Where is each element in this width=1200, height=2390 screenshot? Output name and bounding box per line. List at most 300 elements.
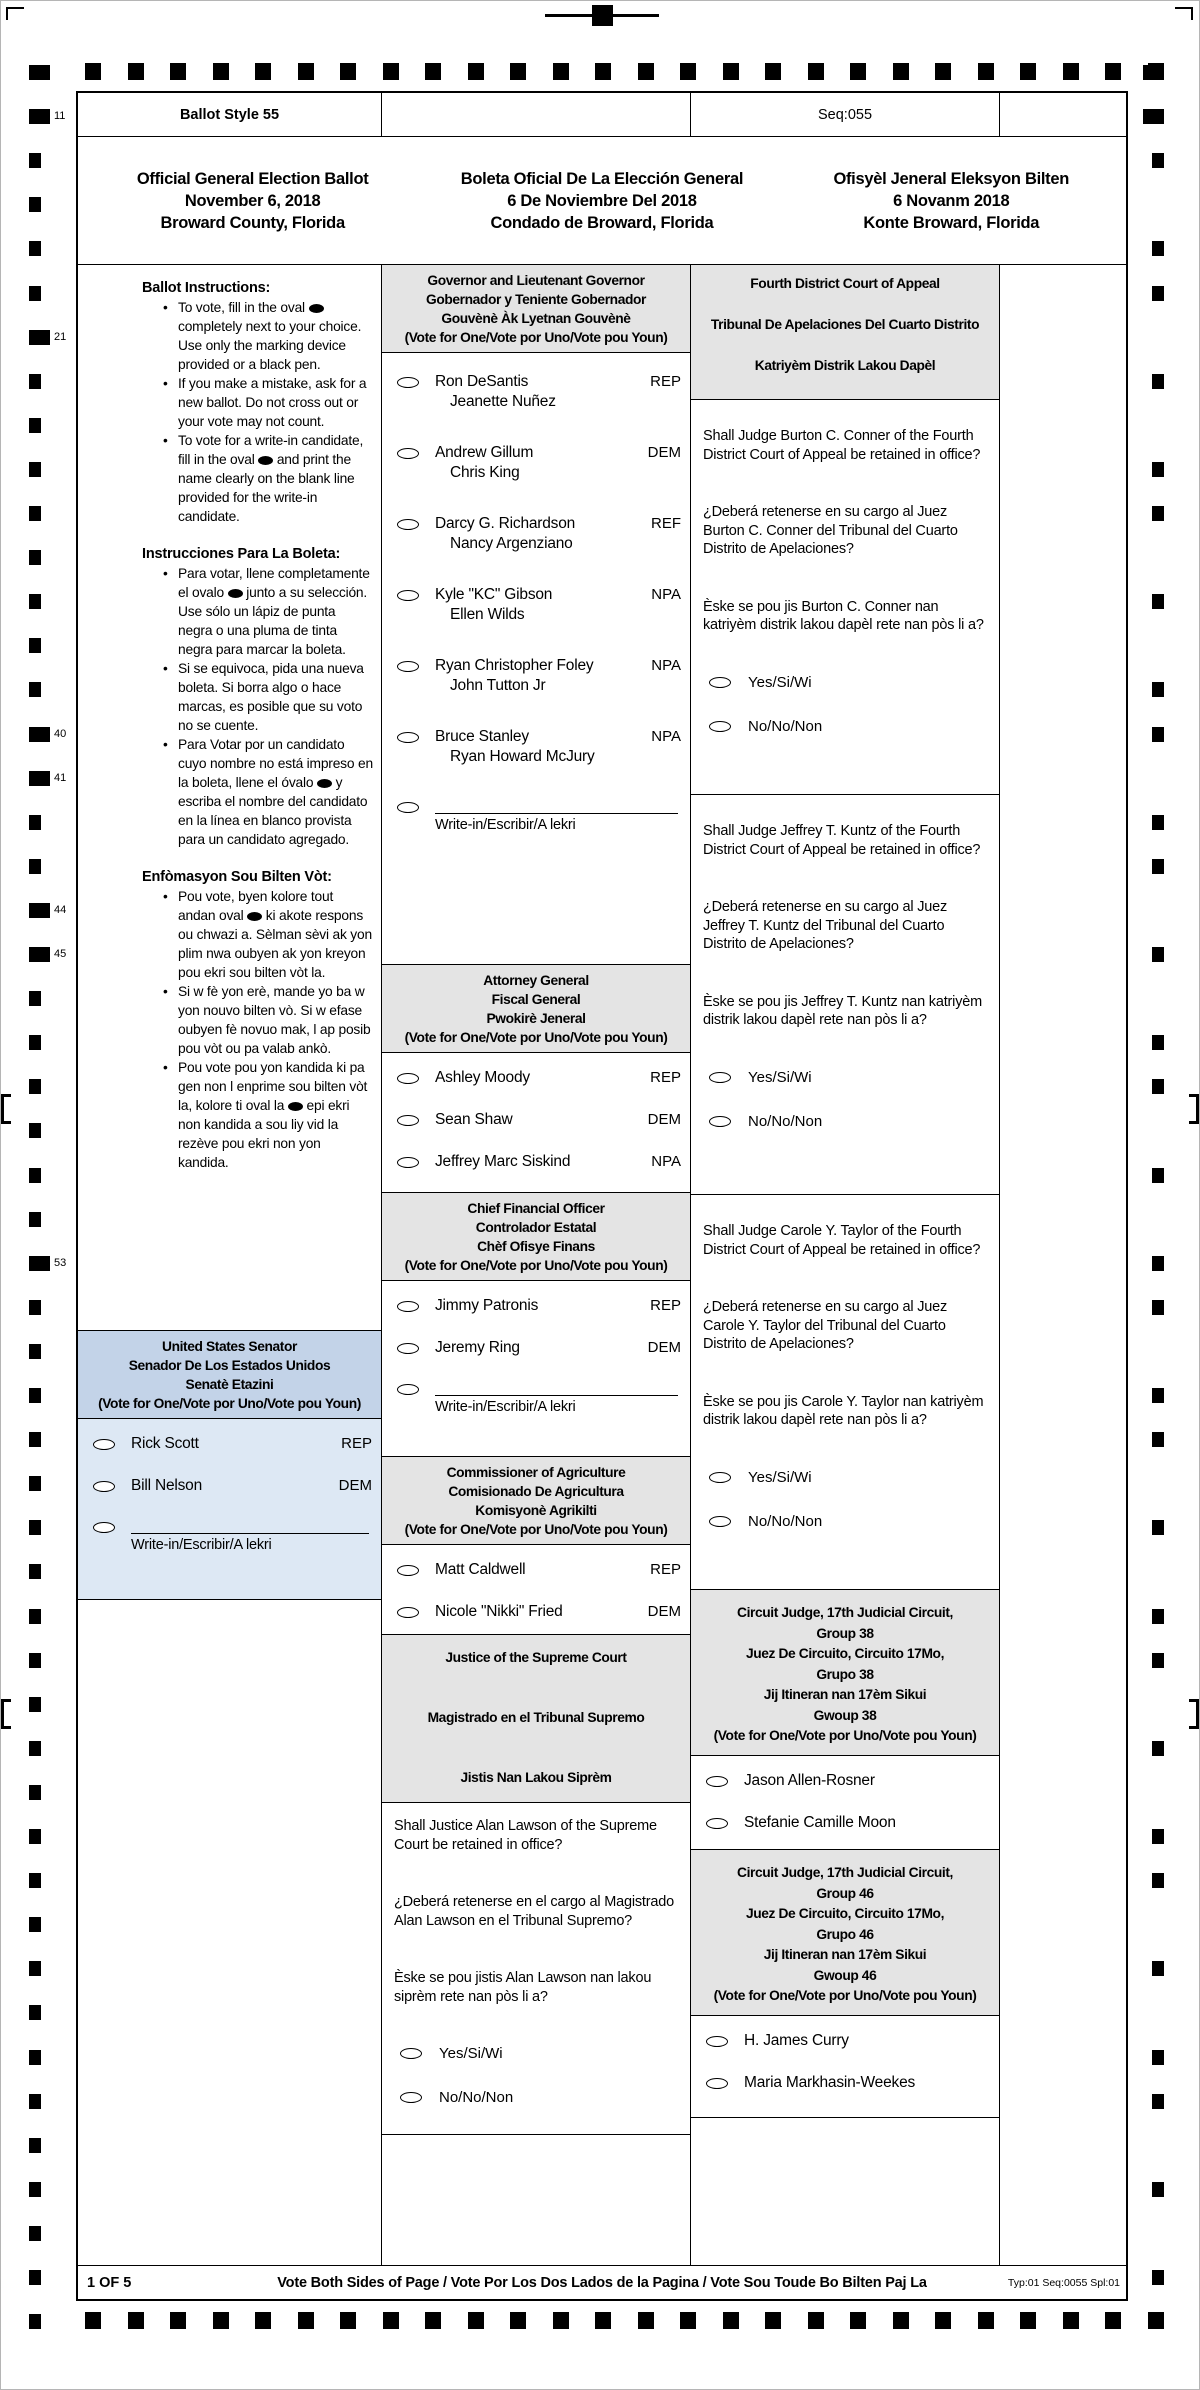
option-no [709, 718, 987, 735]
timing-mark [298, 63, 314, 80]
right-edge-bracket-icon [1189, 1094, 1199, 1124]
running-mate-name: Jeanette Nuñez [450, 393, 556, 410]
retention-question-kuntz [691, 795, 999, 1195]
party-code: NPA [651, 728, 681, 745]
timing-mark [29, 1564, 41, 1579]
write-in-label: Write-in/Escribir/A lekri [131, 1537, 272, 1553]
running-mate-name: Chris King [450, 464, 520, 481]
write-in-label: Write-in/Escribir/A lekri [435, 1399, 576, 1415]
ballot-oval[interactable] [709, 677, 731, 688]
timing-mark [29, 727, 50, 742]
timing-mark [29, 771, 50, 786]
ballot-oval[interactable] [397, 1607, 419, 1618]
contest-supreme-court [382, 1635, 690, 2135]
timing-mark [1152, 859, 1164, 874]
timing-mark [1105, 63, 1121, 80]
timing-mark [29, 1829, 41, 1844]
corner-bracket-top-right-icon [1175, 7, 1193, 20]
retention-question [382, 1803, 690, 2106]
timing-mark [765, 2312, 781, 2329]
timing-mark [1152, 947, 1164, 962]
timing-mark [29, 2005, 41, 2020]
write-in-row [382, 1380, 690, 1417]
filled-oval-example-icon [228, 589, 243, 598]
party-code: DEM [647, 1603, 681, 1620]
empty-header-cell [1000, 93, 1126, 136]
candidate-name: Bill Nelson [131, 1477, 203, 1494]
candidate-name: Kyle "KC" Gibson [435, 586, 553, 603]
timing-mark [29, 1256, 50, 1271]
candidate-row [78, 1476, 381, 1496]
write-in-line[interactable] [435, 1380, 678, 1396]
column-3 [691, 265, 1000, 2265]
timing-mark [553, 63, 569, 80]
timing-mark [595, 63, 611, 80]
timing-mark [340, 2312, 356, 2329]
question-creole: Èske se pou jis Jeffrey T. Kuntz nan katriyèm distrik lakou dapèl rete nan pòs li a? [703, 993, 982, 1028]
timing-mark [29, 1476, 41, 1491]
timing-mark [1152, 682, 1164, 697]
timing-mark [85, 63, 101, 80]
left-edge-bracket-icon [1, 1094, 11, 1124]
contest-cfo [382, 1193, 690, 1457]
write-in-row [382, 798, 690, 835]
timing-mark [1152, 1432, 1164, 1447]
retention-question-taylor [691, 1195, 999, 1590]
question-creole: Èske se pou jis Burton C. Conner nan katriyèm distrik lakou dapèl rete nan pòs li a? [703, 598, 984, 633]
timing-mark [1152, 153, 1164, 168]
timing-mark [638, 63, 654, 80]
contest-header-appeal-court: Fourth District Court of Appeal Tribunal De Apelaciones Del Cuarto Distrito Katriyèm Distrik Lakou Dapèl [691, 265, 999, 400]
timing-mark [298, 2312, 314, 2329]
timing-mark-number: 21 [54, 330, 67, 343]
right-edge-bracket-icon [1189, 1699, 1199, 1729]
timing-mark [29, 506, 41, 521]
timing-mark [29, 286, 41, 301]
candidate-name: Darcy G. Richardson [435, 515, 576, 532]
ballot-oval[interactable] [397, 1384, 419, 1395]
timing-mark [29, 2094, 41, 2109]
timing-mark [29, 2182, 41, 2197]
party-code: REP [650, 1069, 681, 1086]
write-in-line[interactable] [435, 798, 678, 814]
title-creole: Ofisyèl Jeneral Eleksyon Bilten 6 Novanm 2018 Konte Broward, Florida [833, 169, 1070, 232]
write-in-label: Write-in/Escribir/A lekri [435, 817, 576, 833]
ballot-oval[interactable] [397, 1115, 419, 1126]
option-no [709, 1513, 987, 1530]
timing-mark [29, 1785, 41, 1800]
question-english: Shall Judge Burton C. Conner of the Fourth District Court of Appeal be retained in office? [703, 428, 981, 463]
timing-mark [638, 2312, 654, 2329]
timing-mark [1152, 374, 1164, 389]
timing-mark [29, 418, 41, 433]
timing-mark [1152, 1653, 1164, 1668]
filled-oval-example-icon [317, 779, 332, 788]
option-label: No/No/Non [748, 1512, 823, 1530]
timing-mark [1152, 2094, 1164, 2109]
timing-mark [255, 63, 271, 80]
contest-us-senator [78, 1330, 381, 1600]
contest-header: Justice of the Supreme Court Magistrado en el Tribunal Supremo Jistis Nan Lakou Siprèm [382, 1635, 690, 1803]
timing-mark [29, 1653, 41, 1668]
ballot-oval[interactable] [397, 519, 419, 530]
write-in-row [78, 1518, 381, 1555]
timing-mark [1063, 63, 1079, 80]
timing-mark [425, 2312, 441, 2329]
contest-agriculture [382, 1457, 690, 1635]
timing-mark [29, 2050, 41, 2065]
timing-mark [553, 2312, 569, 2329]
timing-mark [1152, 727, 1164, 742]
ballot-oval[interactable] [397, 1343, 419, 1354]
ballot-oval[interactable] [397, 590, 419, 601]
timing-mark [383, 2312, 399, 2329]
ballot-oval[interactable] [397, 1565, 419, 1576]
timing-mark [29, 2314, 41, 2329]
timing-mark [510, 2312, 526, 2329]
candidate-row [382, 372, 690, 412]
timing-mark [29, 109, 50, 124]
running-mate-name: Nancy Argenziano [450, 535, 573, 552]
ballot-oval[interactable] [706, 1776, 728, 1787]
timing-mark [29, 330, 50, 345]
contest-header: Commissioner of Agriculture Comisionado De Agricultura Komisyonè Agrikilti (Vote for One/Vote por Uno/Vote pou Youn) [382, 1457, 690, 1545]
party-code: REP [650, 1297, 681, 1314]
option-yes [400, 2045, 678, 2062]
timing-mark [170, 63, 186, 80]
timing-mark [29, 947, 50, 962]
timing-mark [29, 153, 41, 168]
timing-mark [29, 1961, 41, 1976]
timing-mark [29, 815, 41, 830]
candidate-row [382, 1110, 690, 1130]
ballot-oval[interactable] [709, 1072, 731, 1083]
timing-mark [1152, 2182, 1164, 2197]
ballot-oval[interactable] [397, 377, 419, 388]
timing-mark [29, 638, 41, 653]
timing-mark [1152, 1609, 1164, 1624]
contest-circuit-judge-group-46 [691, 1850, 999, 2118]
candidate-row [382, 1602, 690, 1622]
timing-mark [29, 1123, 41, 1138]
party-code: DEM [338, 1477, 372, 1494]
timing-mark-number: 40 [54, 727, 67, 740]
contest-header: United States Senator Senador De Los Estados Unidos Senatè Etazini (Vote for One/Vote por Uno/Vote pou Youn) [78, 1331, 381, 1419]
empty-space [382, 2135, 690, 2265]
timing-mark [978, 2312, 994, 2329]
timing-mark [29, 374, 41, 389]
timing-mark [170, 2312, 186, 2329]
question-spanish: ¿Deberá retenerse en su cargo al Juez Jeffrey T. Kuntz del Tribunal del Cuarto Distrito de Apelaciones? [703, 899, 948, 952]
ballot-oval[interactable] [709, 1472, 731, 1483]
ballot-oval[interactable] [397, 732, 419, 743]
timing-mark [1152, 286, 1164, 301]
candidate-row [382, 727, 690, 767]
timing-mark [1152, 2050, 1164, 2065]
timing-mark [425, 63, 441, 80]
running-mate-name: Ellen Wilds [450, 606, 525, 623]
candidate-row [691, 2031, 999, 2051]
candidate-row [382, 1560, 690, 1580]
ballot-title-row [78, 137, 1126, 265]
timing-mark [1143, 65, 1164, 80]
contest-header: Governor and Lieutenant Governor Gobernador y Teniente Gobernador Gouvènè Àk Lyetnan Gouvènè (Vote for One/Vote por Uno/Vote pou Youn) [382, 265, 690, 353]
timing-mark [29, 1609, 41, 1624]
ballot-oval[interactable] [709, 1516, 731, 1527]
timing-mark [85, 2312, 101, 2329]
candidate-row [691, 1813, 999, 1833]
corner-bracket-top-left-icon [6, 7, 24, 20]
candidate-name: Maria Markhasin-Weekes [744, 2073, 916, 2091]
ballot-oval[interactable] [397, 1073, 419, 1084]
party-code: REP [341, 1435, 372, 1452]
vote-both-sides-note: Vote Both Sides of Page / Vote Por Los Dos Lados de la Pagina / Vote Sou Toude Bo Bilten Paj La [277, 2274, 927, 2291]
party-code: DEM [647, 1339, 681, 1356]
timing-mark [1152, 1168, 1164, 1183]
timing-mark [1020, 2312, 1036, 2329]
candidate-row [691, 1771, 999, 1791]
timing-mark [808, 2312, 824, 2329]
timing-mark [1152, 241, 1164, 256]
timing-mark [1152, 1961, 1164, 1976]
timing-mark-number: 44 [54, 903, 67, 916]
question-english: Shall Justice Alan Lawson of the Supreme Court be retained in office? [394, 1818, 657, 1853]
timing-mark [1152, 2270, 1164, 2285]
candidate-row [382, 1068, 690, 1088]
timing-mark [808, 63, 824, 80]
candidate-row [78, 1434, 381, 1454]
timing-mark [723, 63, 739, 80]
top-center-registration-square [592, 5, 613, 26]
option-yes [709, 674, 987, 691]
timing-mark [1152, 1829, 1164, 1844]
ballot-oval[interactable] [706, 2078, 728, 2089]
candidate-name: Jeffrey Marc Siskind [435, 1153, 571, 1170]
timing-mark [1152, 1388, 1164, 1403]
column-1 [78, 265, 382, 2265]
candidate-name: Jeremy Ring [435, 1339, 520, 1356]
timing-mark [29, 1741, 41, 1756]
timing-mark [935, 2312, 951, 2329]
party-code: NPA [651, 1153, 681, 1170]
timing-mark-number: 53 [54, 1256, 67, 1269]
timing-mark [29, 1520, 41, 1535]
candidate-name: Andrew Gillum [435, 444, 534, 461]
candidate-name: Ron DeSantis [435, 373, 529, 390]
option-yes [709, 1469, 987, 1486]
candidate-name: Rick Scott [131, 1435, 199, 1452]
option-label: Yes/Si/Wi [439, 2045, 503, 2062]
timing-mark [213, 63, 229, 80]
timing-mark [29, 991, 41, 1006]
timing-mark [29, 903, 50, 918]
timing-mark [29, 2138, 41, 2153]
sequence-cell: Seq:055 [691, 93, 1000, 136]
ballot-oval[interactable] [397, 1157, 419, 1168]
timing-mark [893, 2312, 909, 2329]
timing-mark [29, 1344, 41, 1359]
timing-mark [29, 1079, 41, 1094]
candidate-row [691, 2073, 999, 2093]
ballot-oval[interactable] [397, 802, 419, 813]
timing-mark-number: 45 [54, 948, 67, 960]
timing-mark [1152, 815, 1164, 830]
empty-header-cell [382, 93, 691, 136]
option-label: Yes/Si/Wi [748, 673, 812, 691]
timing-mark [29, 2226, 41, 2241]
question-creole: Èske se pou jistis Alan Lawson nan lakou siprèm rete nan pòs li a? [394, 1970, 652, 2005]
timing-mark [1152, 1520, 1164, 1535]
timing-mark [723, 2312, 739, 2329]
option-yes [709, 1069, 987, 1086]
ballot-instructions [78, 265, 381, 1330]
party-code: REP [650, 373, 681, 390]
option-label: No/No/Non [748, 717, 823, 735]
contest-header: Circuit Judge, 17th Judicial Circuit, Group 38 Juez De Circuito, Circuito 17Mo, Grupo 38 Jij Itineran nan 17èm Sikui Gwoup 38 (Vote for One/Vote por Uno/Vote pou Youn) [691, 1590, 999, 1756]
candidate-row [382, 1152, 690, 1172]
timing-mark [29, 594, 41, 609]
ballot-oval[interactable] [93, 1522, 115, 1533]
option-label: No/No/Non [748, 1112, 823, 1130]
timing-mark [29, 1168, 41, 1183]
timing-mark [935, 63, 951, 80]
party-code: DEM [647, 444, 681, 461]
candidate-name: Jason Allen-Rosner [744, 1771, 875, 1789]
candidate-row [382, 656, 690, 696]
timing-mark [1143, 109, 1164, 124]
timing-mark [1152, 1079, 1164, 1094]
page-number: 1 OF 5 [87, 2274, 132, 2291]
ballot-footer [78, 2265, 1126, 2299]
ballot-oval[interactable] [93, 1481, 115, 1492]
contest-header: Chief Financial Officer Controlador Estatal Chèf Ofisye Finans (Vote for One/Vote por Uno/Vote pou Youn) [382, 1193, 690, 1281]
candidate-name: Matt Caldwell [435, 1561, 526, 1578]
timing-mark [1152, 2314, 1164, 2329]
candidate-name: Stefanie Camille Moon [744, 1813, 896, 1831]
option-no [709, 1113, 987, 1130]
ballot-oval[interactable] [706, 1818, 728, 1829]
timing-mark [978, 63, 994, 80]
candidate-name: Jimmy Patronis [435, 1297, 539, 1314]
contest-governor [382, 265, 690, 965]
timing-mark [468, 63, 484, 80]
instructions-creole: Enfòmasyon Sou Bilten Vòt: • Pou vote, byen kolore tout andan oval ki akote respons ou chwazi a. Sèlman sèvi ak yon plim nwa oubyen ak yon kreyon pou ekri sou bilten vòt la. • Si w fè yon erè, mande yo ba w yon nouvo bilten vò. Si w efase oubyen fè novuo mak, l ap posib pou vòt ou pa valab ankò. • Pou vote pou yon kandida ki pa gen non l enprime sou bilten vòt la, kolore ti oval la epi ekri non kandida a sou liy vid la rezève pou ekri non yon kandida. [142, 868, 373, 1172]
filled-oval-example-icon [309, 304, 324, 313]
instructions-english: Ballot Instructions: • To vote, fill in the oval completely next to your choice. Use only the marking device provided or a black pen. • If you make a mistake, ask for a new ballot. Do not cross out or your vote may not count. • To vote for a write-in candidate, fill in the oval and print the name clearly on the blank line provided for the write-in candidate. [142, 279, 373, 526]
timing-mark [1152, 506, 1164, 521]
timing-mark [255, 2312, 271, 2329]
timing-mark [29, 197, 41, 212]
timing-mark-number: 11 [54, 110, 66, 123]
candidate-name: Ryan Christopher Foley [435, 657, 594, 674]
ballot-oval[interactable] [397, 661, 419, 672]
contest-attorney-general [382, 965, 690, 1193]
timing-mark [340, 63, 356, 80]
timing-mark [1105, 2312, 1121, 2329]
timing-mark [29, 1432, 41, 1447]
timing-mark [1152, 1300, 1164, 1315]
ballot-oval[interactable] [709, 721, 731, 732]
ballot-style-cell: Ballot Style 55 [78, 93, 382, 136]
timing-mark [850, 63, 866, 80]
timing-mark [29, 1873, 41, 1888]
timing-mark [29, 1917, 41, 1932]
candidate-name: Nicole "Nikki" Fried [435, 1603, 563, 1620]
timing-mark [765, 63, 781, 80]
timing-mark [29, 65, 50, 80]
ballot-oval[interactable] [93, 1439, 115, 1450]
empty-space [78, 1600, 381, 2265]
timing-mark [1152, 1256, 1164, 1271]
timing-mark [1152, 1741, 1164, 1756]
timing-mark [893, 63, 909, 80]
ballot-body [76, 91, 1128, 2301]
option-label: Yes/Si/Wi [748, 1068, 812, 1086]
candidate-name: Ashley Moody [435, 1069, 530, 1086]
timing-mark [29, 241, 41, 256]
timing-mark [1152, 462, 1164, 477]
candidate-name: Bruce Stanley [435, 728, 529, 745]
candidate-row [382, 1296, 690, 1316]
ballot-oval[interactable] [709, 1116, 731, 1127]
timing-mark [128, 63, 144, 80]
timing-mark [1152, 1873, 1164, 1888]
retention-question-conner [691, 400, 999, 795]
timing-mark [29, 1212, 41, 1227]
candidate-row [382, 514, 690, 554]
contest-circuit-judge-group-38 [691, 1590, 999, 1850]
column-2 [382, 265, 691, 2265]
ballot-oval[interactable] [400, 2048, 422, 2059]
timing-mark [29, 682, 41, 697]
timing-mark [1152, 594, 1164, 609]
empty-space [691, 2118, 999, 2265]
timing-mark [29, 550, 41, 565]
timing-mark [29, 1388, 41, 1403]
timing-mark [128, 2312, 144, 2329]
write-in-line[interactable] [131, 1518, 369, 1534]
candidate-name: H. James Curry [744, 2031, 849, 2049]
ballot-oval[interactable] [397, 1301, 419, 1312]
ballot-oval[interactable] [706, 2036, 728, 2047]
title-spanish: Boleta Oficial De La Elección General 6 De Noviembre Del 2018 Condado de Broward, Florida [460, 169, 744, 232]
option-label: Yes/Si/Wi [748, 1468, 812, 1486]
timing-mark-number: 41 [54, 771, 67, 784]
timing-mark [29, 1697, 41, 1712]
party-code: REP [650, 1561, 681, 1578]
party-code: NPA [651, 657, 681, 674]
timing-mark [510, 63, 526, 80]
party-code: DEM [647, 1111, 681, 1128]
ballot-oval[interactable] [397, 448, 419, 459]
title-english: Official General Election Ballot November 6, 2018 Broward County, Florida [136, 169, 369, 232]
ballot-oval[interactable] [400, 2092, 422, 2103]
candidate-row [382, 1338, 690, 1358]
question-spanish: ¿Deberá retenerse en el cargo al Magistrado Alan Lawson en el Tribunal Supremo? [394, 1894, 674, 1929]
timing-mark [383, 63, 399, 80]
timing-mark [1020, 63, 1036, 80]
party-code: REF [651, 515, 681, 532]
filled-oval-example-icon [288, 1102, 303, 1111]
timing-mark [29, 462, 41, 477]
contest-header: Attorney General Fiscal General Pwokirè Jeneral (Vote for One/Vote por Uno/Vote pou Youn) [382, 965, 690, 1053]
timing-mark [595, 2312, 611, 2329]
option-label: No/No/Non [439, 2089, 514, 2106]
running-mate-name: John Tutton Jr [450, 677, 546, 694]
instructions-spanish: Instrucciones Para La Boleta: • Para votar, llene completamente el ovalo junto a su selección. Use sólo un lápiz de punta negra o una pluma de tinta negra para marcar la boleta. • Si se equivoca, pida una nueva boleta. Si borra algo o hace marcas, es posible que su voto no se cuente. • Para Votar por un candidato cuyo nombre no está impreso en la boleta, llene el óvalo y escriba el nombre del candidato en la línea en blanco provista para un candidato agregado. [142, 545, 373, 849]
timing-mark [680, 2312, 696, 2329]
column-4-empty [1000, 265, 1126, 2265]
